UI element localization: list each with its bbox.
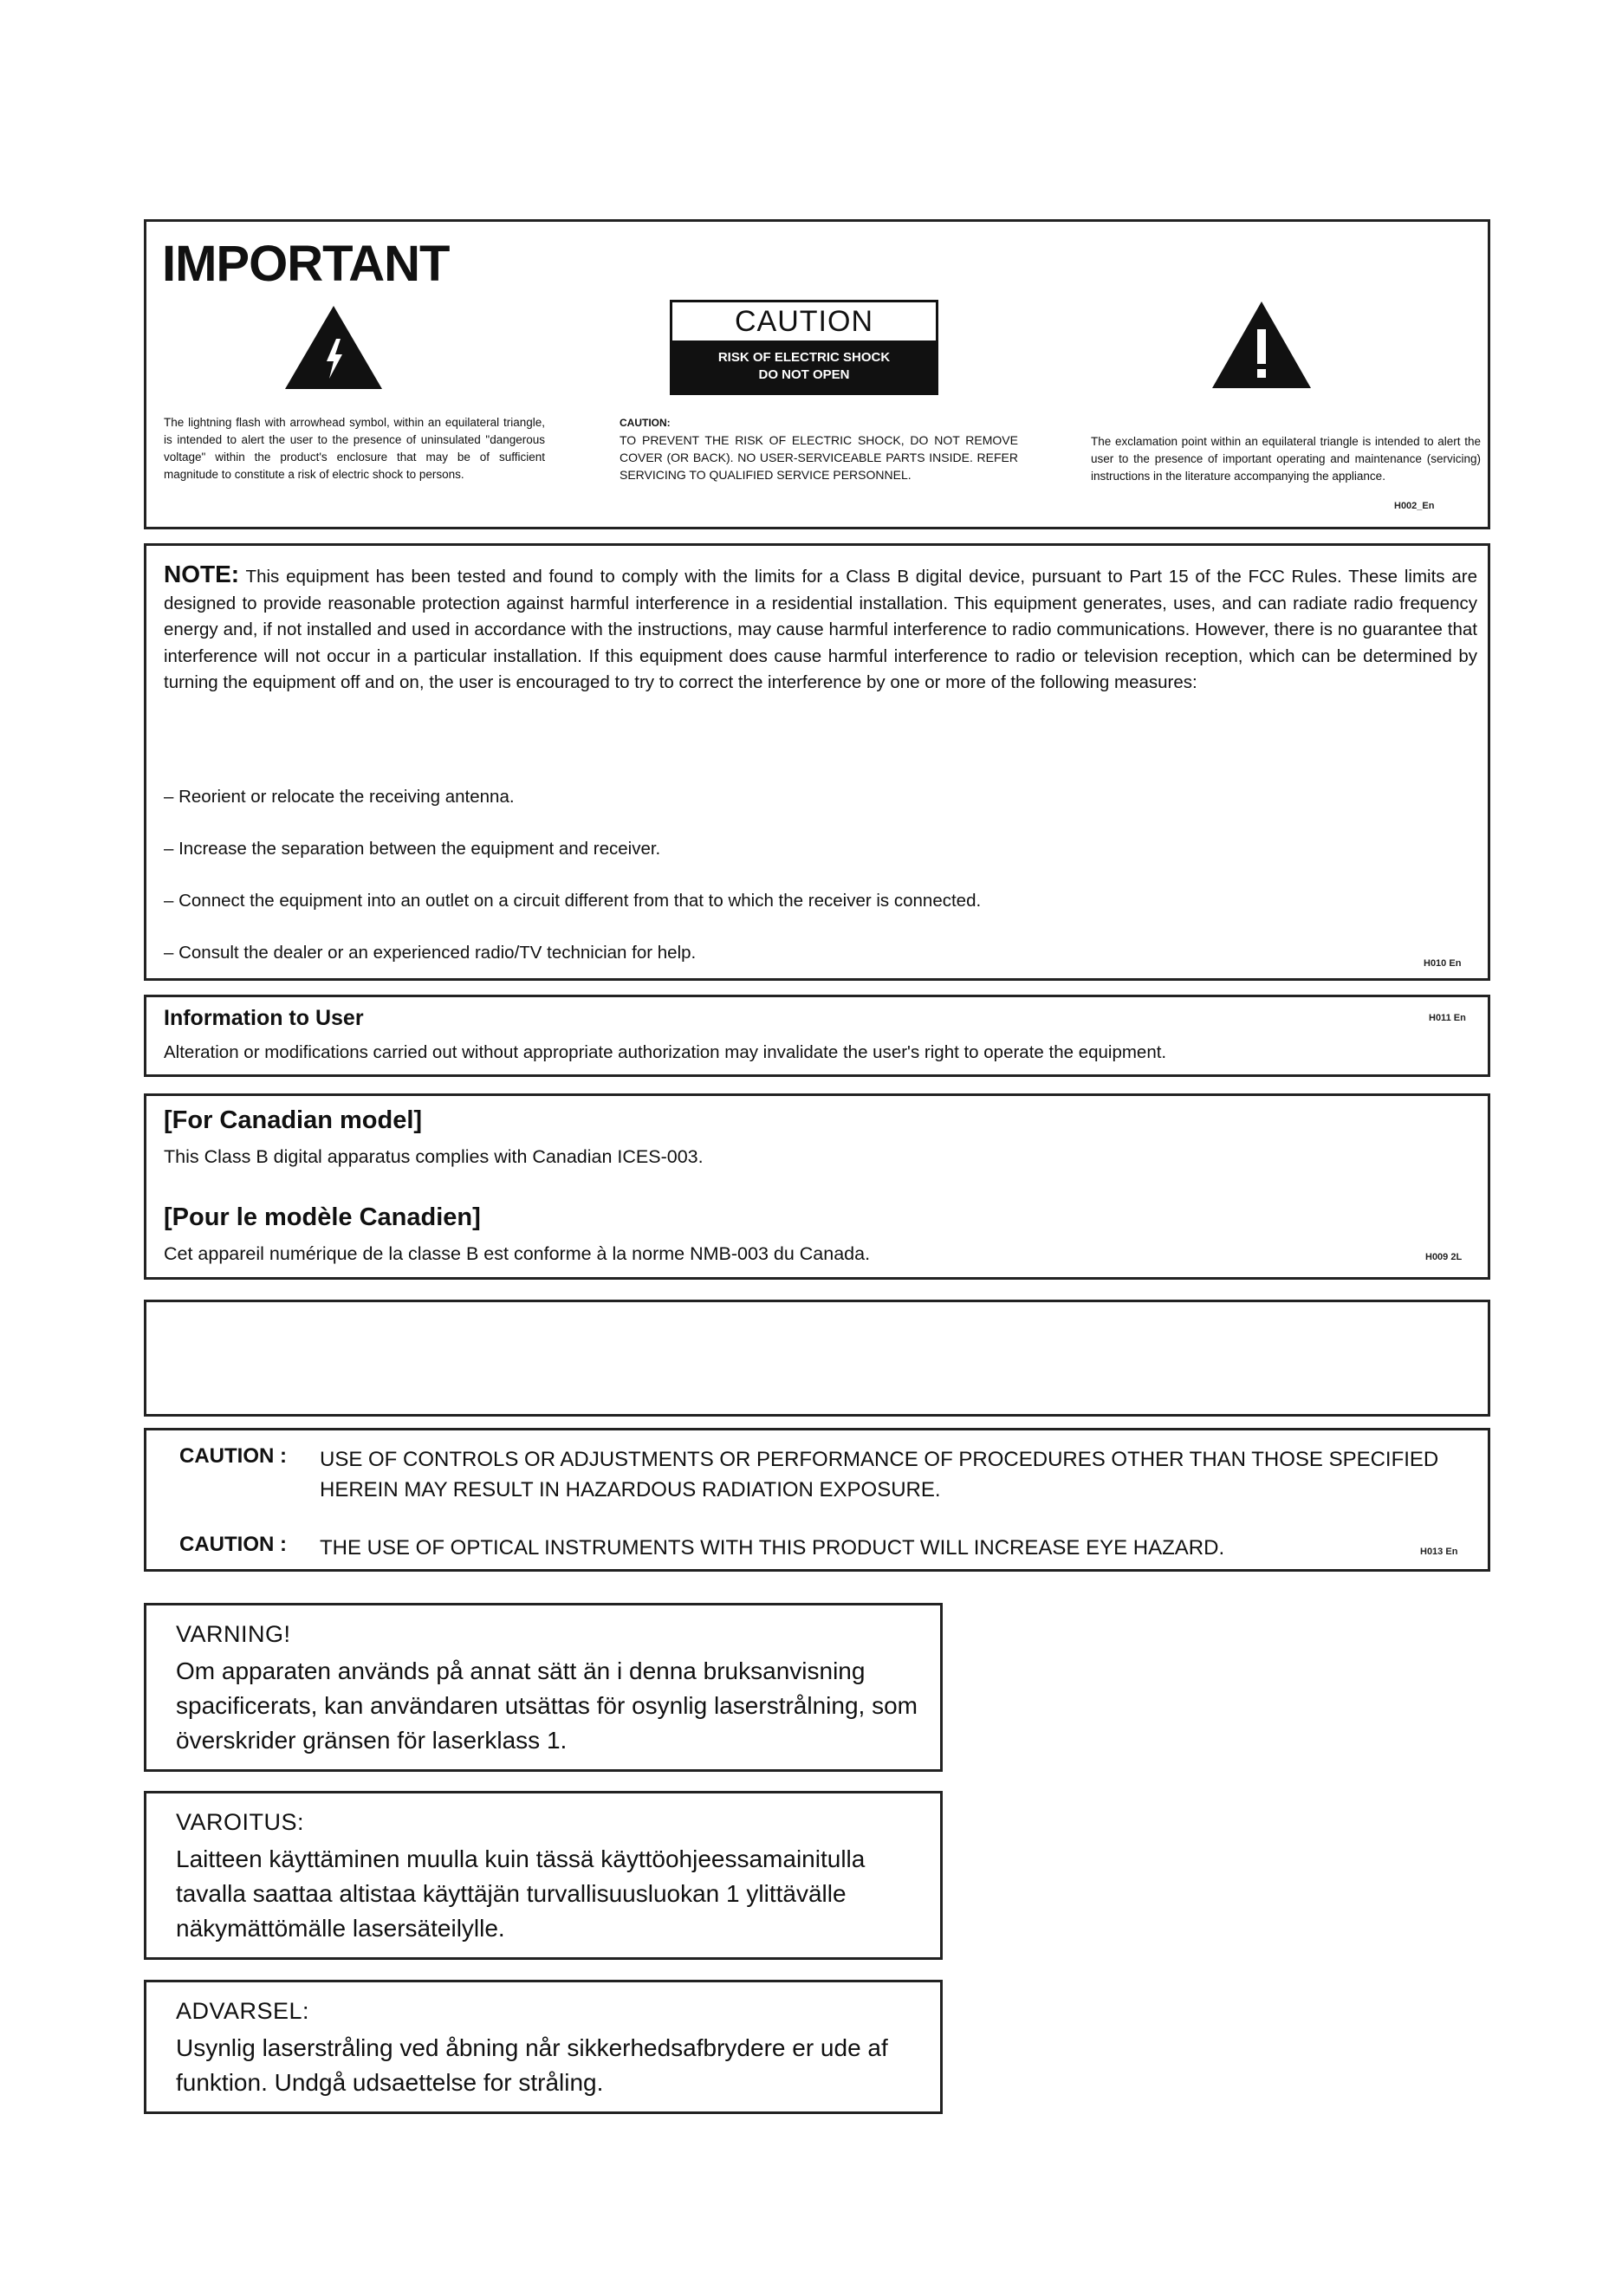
note-bullet-1: – Reorient or relocate the receiving antenna. (164, 787, 515, 807)
section-code: H011 En (1429, 1013, 1466, 1023)
advarsel-box (144, 1980, 943, 2114)
important-title: IMPORTANT (162, 236, 450, 292)
note-text: This equipment has been tested and found to comply with the limits for a Class B digital device, pursuant to Part 15 of the FCC Rules. These limits are designed to provide reasonable protection against harmful interference in a residential installation. This equipment generates, uses, and can radiate radio frequency energy and, if not installed and used in accordance with the instructions, may cause harmful interference to radio communications. However, there is no guarantee that interference will not occur in a particular installation. If this equipment does cause harmful interference to radio or television reception, which can be determined by turning the equipment off and on, the user is encouraged to try to correct the interference by one or more of the following measures: (164, 567, 1477, 692)
section-code: H013 En (1420, 1547, 1458, 1557)
varoitus-heading: VAROITUS: (176, 1809, 305, 1835)
information-to-user-box (144, 995, 1490, 1077)
exclamation-warning-icon (1210, 300, 1313, 390)
laser-caution-text-1: USE OF CONTROLS OR ADJUSTMENTS OR PERFORMANCE OF PROCEDURES OTHER THAN THOSE SPECIFIED HEREIN MAY RESULT IN HAZARDOUS RADIATION EXPOSURE. (320, 1448, 1439, 1501)
canada-text-fr: Cet appareil numérique de la classe B est conforme à la norme NMB-003 du Canada. (164, 1243, 871, 1264)
fcc-note-box (144, 543, 1490, 981)
lightning-warning-icon (283, 304, 384, 391)
important-box (144, 219, 1490, 529)
section-code: H010 En (1424, 958, 1462, 969)
empty-box (144, 1300, 1490, 1417)
canada-heading-en: [For Canadian model] (164, 1106, 423, 1134)
caution-label-warning (672, 341, 936, 392)
varning-text: Om apparaten används på annat sätt än i denna bruksanvisning spacificerats, kan användaren utsättas för osynlig laserstrålning, som överskrider gränsen för laserklass 1. (176, 1657, 918, 1754)
note-bullet-4: – Consult the dealer or an experienced radio/TV technician for help. (164, 943, 697, 963)
varoitus-box (144, 1791, 943, 1960)
caution-label-line2: DO NOT OPEN (758, 367, 850, 382)
lightning-description: The lightning flash with arrowhead symbol, within an equilateral triangle, is intended to alert the user to the presence of uninsulated "dangerous voltage" within the product's enclosure that may be of sufficient magnitude to constitute a risk of electric shock to persons. (164, 416, 545, 481)
caution-note-heading: CAUTION: (620, 417, 671, 429)
note-bullet-3: – Connect the equipment into an outlet on a circuit different from that to which the receiver is connected. (164, 891, 982, 911)
caution-note-text: TO PREVENT THE RISK OF ELECTRIC SHOCK, DO NOT REMOVE COVER (OR BACK). NO USER-SERVICEABLE PARTS INSIDE. REFER SERVICING TO QUALIFIED SERVICE PERSONNEL. (620, 433, 1018, 482)
laser-caution-box (144, 1428, 1490, 1572)
canada-text-en: This Class B digital apparatus complies with Canadian ICES-003. (164, 1146, 704, 1167)
laser-caution-text-2: THE USE OF OPTICAL INSTRUMENTS WITH THIS PRODUCT WILL INCREASE EYE HAZARD. (320, 1536, 1225, 1560)
info-text: Alteration or modifications carried out without appropriate authorization may invalidate the user's right to operate the equipment. (164, 1042, 1167, 1062)
varning-box (144, 1603, 943, 1772)
note-lead: NOTE: (164, 561, 240, 587)
info-heading: Information to User (164, 1006, 364, 1030)
caution-note (620, 414, 1018, 483)
laser-caution-label-1: CAUTION : (179, 1444, 287, 1468)
laser-caution-label-2: CAUTION : (179, 1533, 287, 1556)
canadian-model-box (144, 1093, 1490, 1280)
varning-heading: VARNING! (176, 1621, 291, 1647)
advarsel-text: Usynlig laserstråling ved åbning når sikkerhedsafbrydere er ude af funktion. Undgå udsaettelse for stråling. (176, 2034, 888, 2096)
fcc-note-paragraph (164, 561, 1477, 697)
caution-label-line1: RISK OF ELECTRIC SHOCK (717, 350, 891, 365)
advarsel-heading: ADVARSEL: (176, 1998, 310, 2024)
section-code: H002_En (1394, 501, 1435, 511)
section-code: H009 2L (1425, 1252, 1463, 1262)
canada-heading-fr: [Pour le modèle Canadien] (164, 1203, 481, 1231)
varoitus-text: Laitteen käyttäminen muulla kuin tässä käyttöohjeessamainitulla tavalla saattaa altistaa käyttäjän turvallisuusluokan 1 ylittävälle näkymättömälle lasersäteilylle. (176, 1845, 866, 1942)
caution-label-title: CAUTION (735, 304, 873, 338)
note-bullet-2: – Increase the separation between the equipment and receiver. (164, 839, 661, 859)
caution-label (670, 300, 938, 395)
exclamation-description: The exclamation point within an equilateral triangle is intended to alert the user to the presence of important operating and maintenance (servicing) instructions in the literature accompanying the appliance. (1091, 435, 1481, 483)
